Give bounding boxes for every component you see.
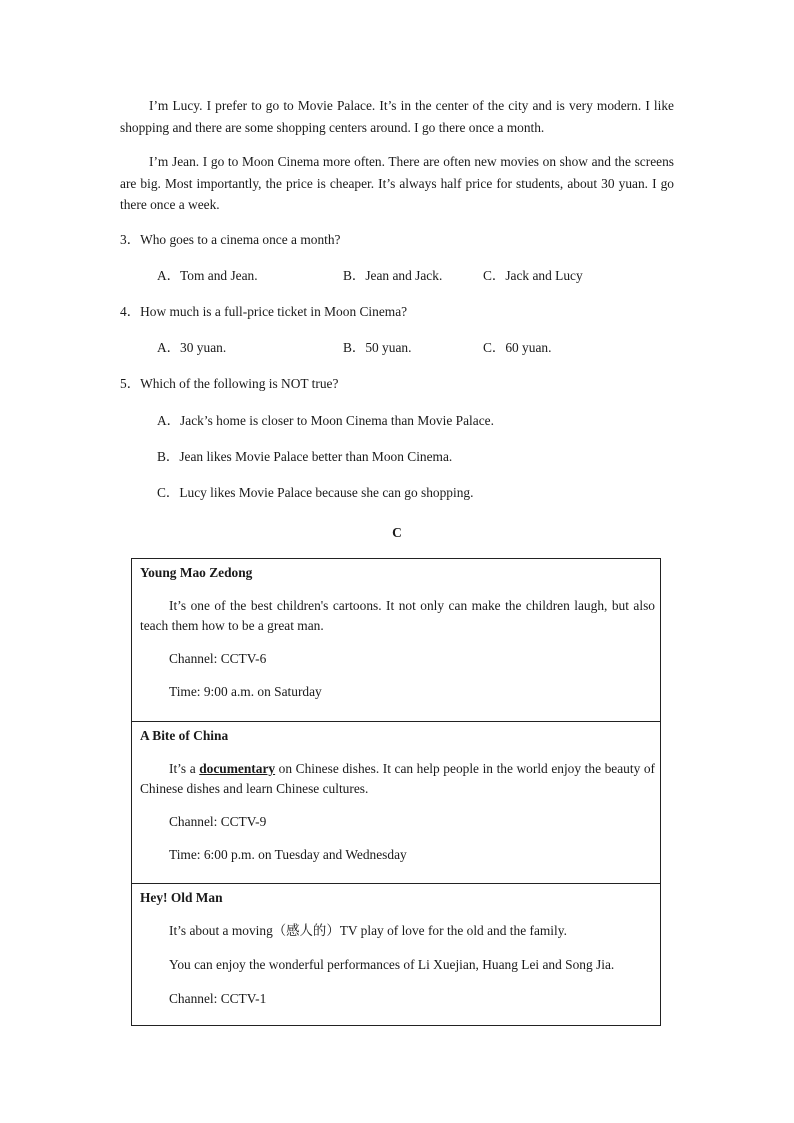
question-5: 5．Which of the following is NOT true? [120,376,339,391]
program-time: Time: 9:00 a.m. on Saturday [169,684,322,699]
program-description: It’s one of the best children's cartoons. It not only can make the children laugh, but also teach them how to be a great man. [140,598,655,633]
question-4: 4．How much is a full-price ticket in Moon Cinema? [120,304,408,319]
program-channel: Channel: CCTV-1 [169,991,267,1006]
program-title: Hey! Old Man [140,890,223,905]
question-3-option-c: C．Jack and Lucy [483,268,583,283]
question-4-option-b: B．50 yuan. [343,340,412,355]
question-4-option-a: A．30 yuan. [157,340,227,355]
passage-paragraph-jean: I’m Jean. I go to Moon Cinema more often. There are often new movies on show and the screens are big. Most importantly, the price is cheaper. It’s always half price for students, about 30 yuan. I go there once a week. [120,154,674,212]
program-channel: Channel: CCTV-9 [169,814,267,829]
question-4-option-c: C．60 yuan. [483,340,552,355]
program-title: A Bite of China [140,728,229,743]
question-5-option-a: A．Jack’s home is closer to Moon Cinema than Movie Palace. [157,413,494,428]
tv-program-table [131,558,661,1026]
description-text: on Chinese dishes. It can help people in the world enjoy the beauty of Chinese dishes and learn Chinese cultures. [140,761,656,796]
question-3-option-a: A．Tom and Jean. [157,268,258,283]
section-c-label: C [392,525,402,540]
program-extra-info: You can enjoy the wonderful performances of Li Xuejian, Huang Lei and Song Jia. [169,957,615,972]
question-5-option-b: B．Jean likes Movie Palace better than Moon Cinema. [157,449,453,464]
keyword-documentary: documentary [199,761,276,776]
program-channel: Channel: CCTV-6 [169,651,267,666]
question-3-option-b: B．Jean and Jack. [343,268,443,283]
program-a-bite-of-china [132,721,660,883]
program-time: Time: 6:00 p.m. on Tuesday and Wednesday [169,847,407,862]
program-young-mao-zedong [132,559,660,721]
description-text: It’s a [169,761,200,776]
program-hey-old-man [132,883,660,1025]
program-description [140,759,655,799]
question-5-option-c: C．Lucy likes Movie Palace because she can go shopping. [157,485,474,500]
program-title: Young Mao Zedong [140,565,253,580]
question-3: 3．Who goes to a cinema once a month? [120,232,341,247]
passage-paragraph-lucy: I’m Lucy. I prefer to go to Movie Palace. It’s in the center of the city and is very modern. I like shopping and there are some shopping centers around. I go there once a month. [120,98,674,135]
program-description: It’s about a moving（感人的）TV play of love for the old and the family. [169,923,567,938]
